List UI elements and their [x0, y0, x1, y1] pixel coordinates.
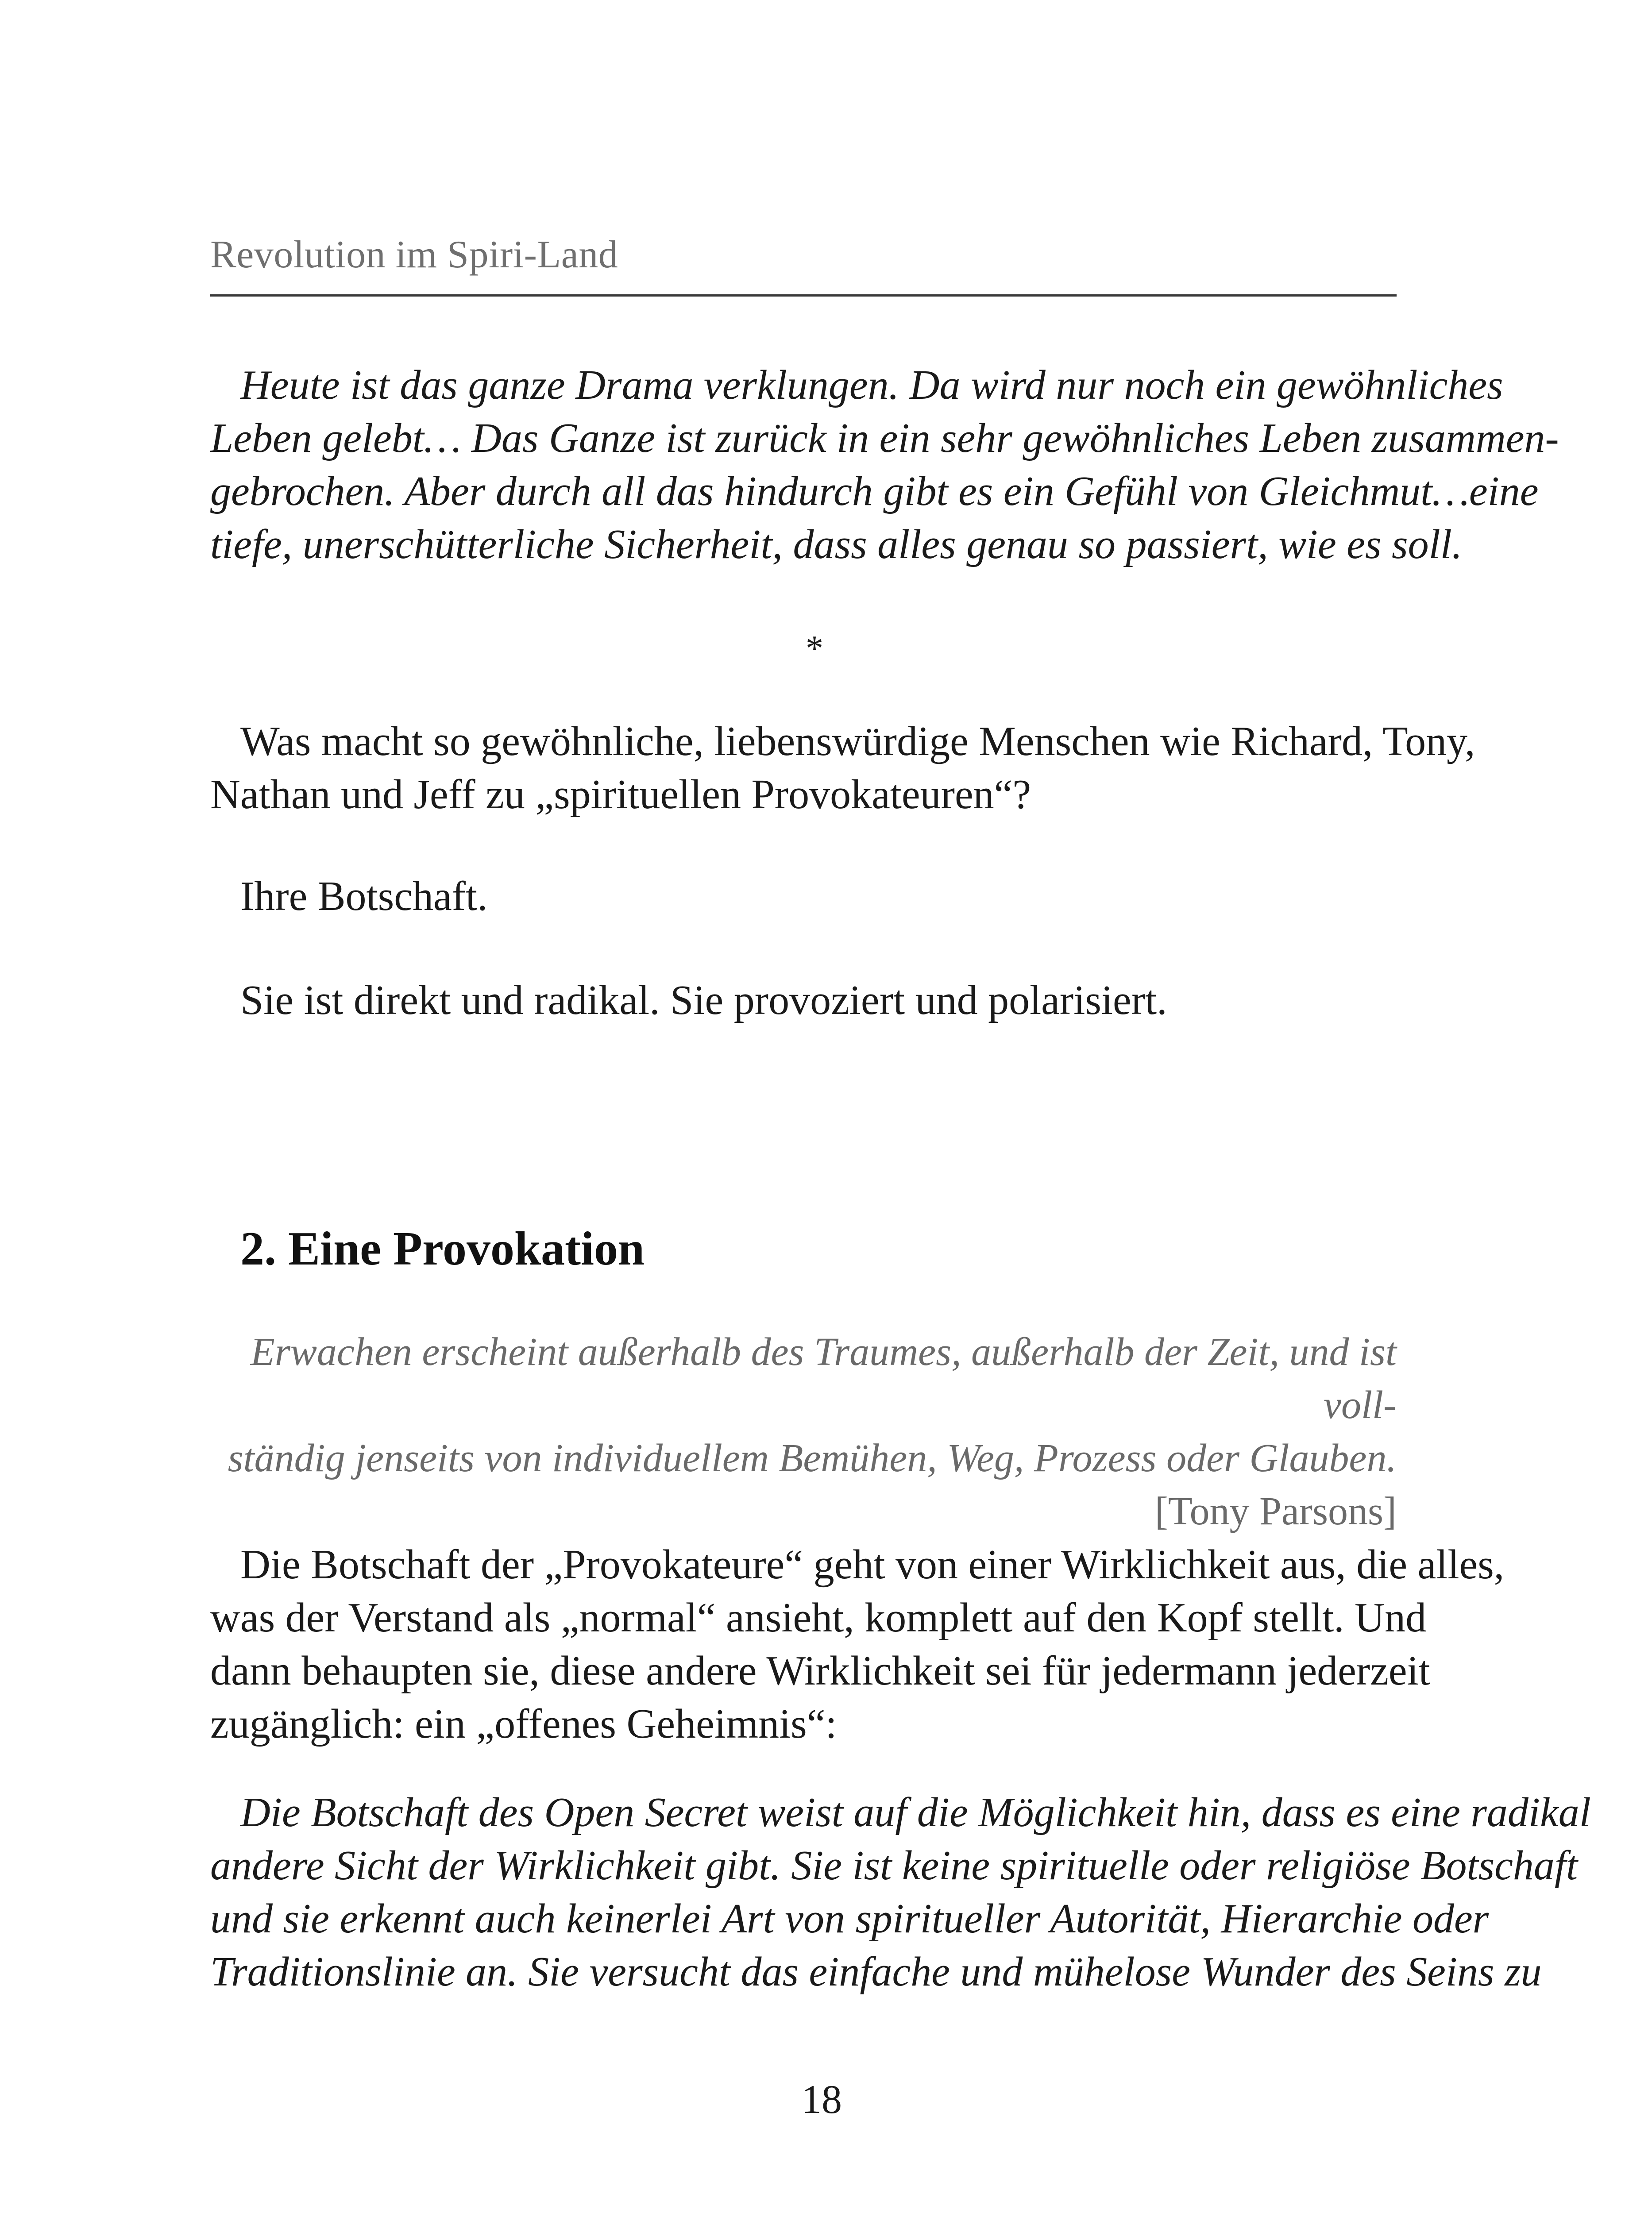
quote-line: Heute ist das ganze Drama verklungen. Da wird nur noch ein gewöhnliches — [240, 362, 1503, 408]
paragraph-line: Ihre Botschaft. — [240, 873, 488, 919]
quote-line: tiefe, unerschütterliche Sicherheit, dass alles genau so passiert, wie es soll. — [210, 521, 1463, 567]
quote-line: Leben gelebt… Das Ganze ist zurück in ein sehr gewöhnliches Leben zusammen- — [210, 415, 1559, 461]
page-number: 18 — [801, 2077, 842, 2122]
header-rule — [210, 294, 1397, 297]
epigraph-line: ständig jenseits von individuellem Bemühen, Weg, Prozess oder Glauben. — [228, 1436, 1397, 1480]
epigraph — [210, 1326, 1397, 1538]
epigraph-attribution: [Tony Parsons] — [1154, 1489, 1397, 1533]
quote-block-2 — [210, 1786, 1591, 1998]
paragraph-2 — [210, 870, 1397, 923]
section-separator: * — [806, 629, 823, 668]
quote-line: und sie erkennt auch keinerlei Art von spiritueller Autorität, Hierarchie oder — [210, 1896, 1489, 1942]
quote-block-1 — [210, 359, 1559, 571]
quote-line: Die Botschaft des Open Secret weist auf die Möglichkeit hin, dass es eine radikal — [240, 1789, 1591, 1835]
quote-line: Traditionslinie an. Sie versucht das einfache und mühelose Wunder des Seins zu — [210, 1949, 1542, 1995]
paragraph-1 — [210, 715, 1475, 821]
paragraph-line: Was macht so gewöhnliche, liebenswürdige Menschen wie Richard, Tony, — [240, 718, 1475, 764]
paragraph-line: dann behaupten sie, diese andere Wirklichkeit sei für jedermann jederzeit — [210, 1648, 1430, 1694]
quote-line: andere Sicht der Wirklichkeit gibt. Sie ist keine spirituelle oder religiöse Botschaft — [210, 1843, 1578, 1889]
paragraph-line: zugänglich: ein „offenes Geheimnis“: — [210, 1701, 837, 1747]
epigraph-line: Erwachen erscheint außerhalb des Traumes, außerhalb der Zeit, und ist voll- — [250, 1330, 1397, 1427]
paragraph-3 — [210, 974, 1397, 1027]
quote-line: gebrochen. Aber durch all das hindurch gibt es ein Gefühl von Gleichmut…eine — [210, 468, 1539, 514]
paragraph-line: Sie ist direkt und radikal. Sie provoziert und polarisiert. — [240, 977, 1167, 1023]
paragraph-4 — [210, 1538, 1505, 1750]
section-heading: 2. Eine Provokation — [240, 1222, 645, 1275]
paragraph-line: was der Verstand als „normal“ ansieht, komplett auf den Kopf stellt. Und — [210, 1595, 1427, 1641]
paragraph-line: Die Botschaft der „Provokateure“ geht von einer Wirklichkeit aus, die alles, — [240, 1542, 1505, 1588]
running-header: Revolution im Spiri-Land — [210, 233, 618, 276]
paragraph-line: Nathan und Jeff zu „spirituellen Provokateuren“? — [210, 771, 1031, 817]
